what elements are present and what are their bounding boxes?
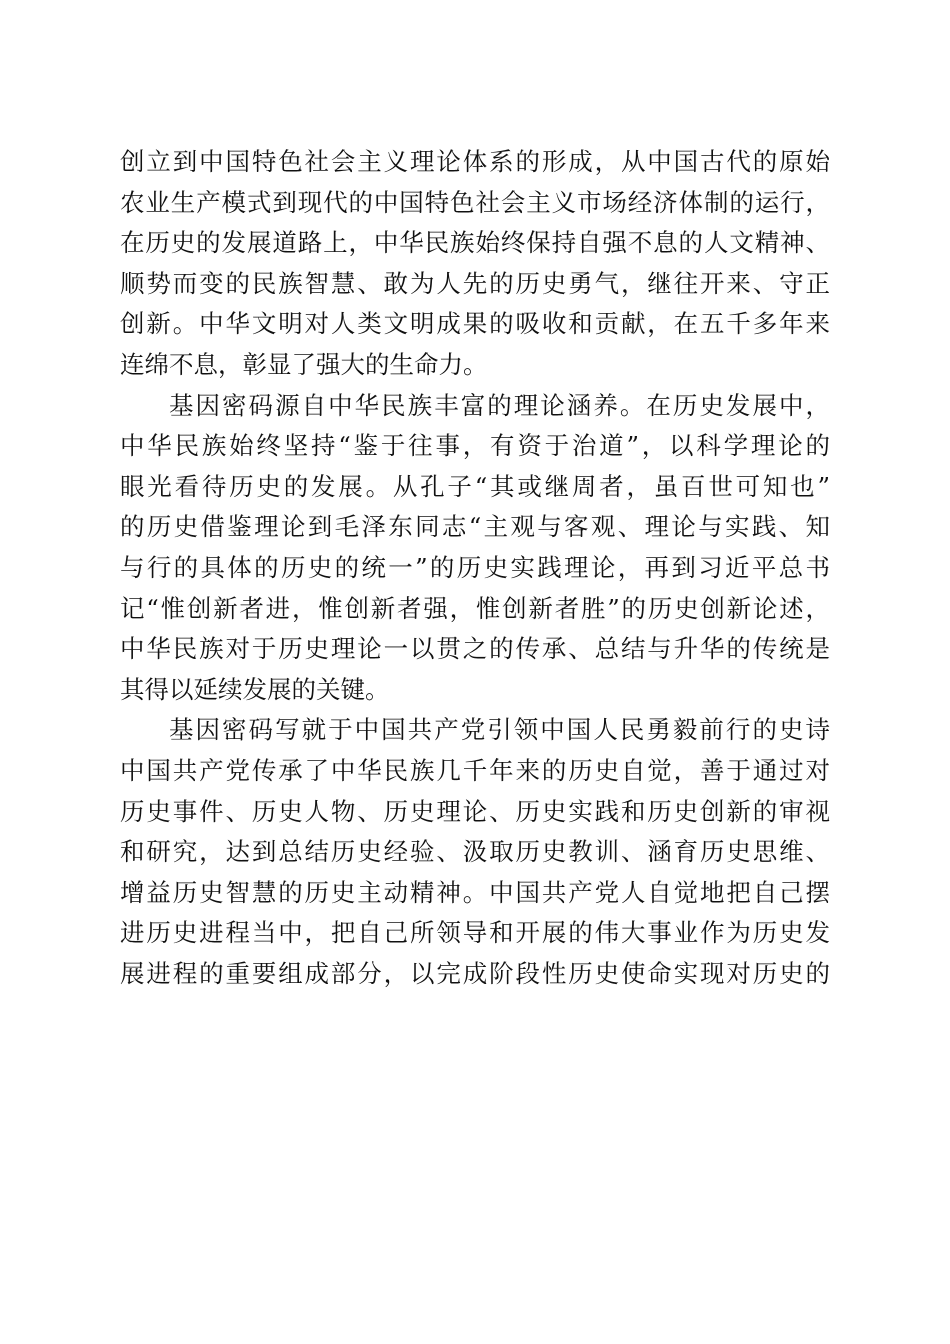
text-line: 基因密码写就于中国共产党引领中国人民勇毅前行的史诗 — [169, 715, 830, 745]
text-line: 增益历史智慧的历史主动精神。中国共产党人自觉地把自己摆 — [120, 877, 830, 907]
text-line: 中华民族始终坚持“鉴于往事，有资于治道”，以科学理论的 — [120, 431, 830, 461]
body-text — [120, 142, 830, 994]
text-line: 农业生产模式到现代的中国特色社会主义市场经济体制的运行， — [120, 187, 830, 217]
text-line: 连绵不息，彰显了强大的生命力。 — [120, 349, 488, 379]
text-line: 眼光看待历史的发展。从孔子“其或继周者，虽百世可知也” — [120, 471, 830, 501]
text-line: 中国共产党传承了中华民族几千年来的历史自觉，善于通过对 — [120, 755, 830, 785]
text-line: 和研究，达到总结历史经验、汲取历史教训、涵育历史思维、 — [120, 837, 830, 867]
text-line: 中华民族对于历史理论一以贯之的传承、总结与升华的传统是 — [120, 634, 830, 664]
text-line: 进历史进程当中，把自己所领导和开展的伟大事业作为历史发 — [120, 918, 830, 948]
text-line: 在历史的发展道路上，中华民族始终保持自强不息的人文精神、 — [120, 228, 830, 258]
text-line: 基因密码源自中华民族丰富的理论涵养。在历史发展中， — [169, 390, 830, 420]
text-line: 记“惟创新者进，惟创新者强，惟创新者胜”的历史创新论述， — [120, 593, 830, 623]
text-line: 创立到中国特色社会主义理论体系的形成，从中国古代的原始 — [120, 147, 830, 176]
text-line: 历史事件、历史人物、历史理论、历史实践和历史创新的审视 — [120, 796, 830, 826]
text-line: 与行的具体的历史的统一”的历史实践理论，再到习近平总书 — [120, 552, 830, 582]
text-line: 顺势而变的民族智慧、敢为人先的历史勇气，继往开来、守正 — [120, 268, 830, 298]
text-line: 的历史借鉴理论到毛泽东同志“主观与客观、理论与实践、知 — [120, 512, 830, 542]
text-line: 展进程的重要组成部分，以完成阶段性历史使命实现对历史的 — [120, 958, 830, 988]
paragraph-2 — [120, 386, 830, 711]
text-line: 创新。中华文明对人类文明成果的吸收和贡献，在五千多年来 — [120, 309, 830, 339]
paragraph-3 — [120, 710, 830, 994]
paragraph-1 — [120, 142, 830, 386]
text-line: 其得以延续发展的关键。 — [120, 674, 390, 704]
